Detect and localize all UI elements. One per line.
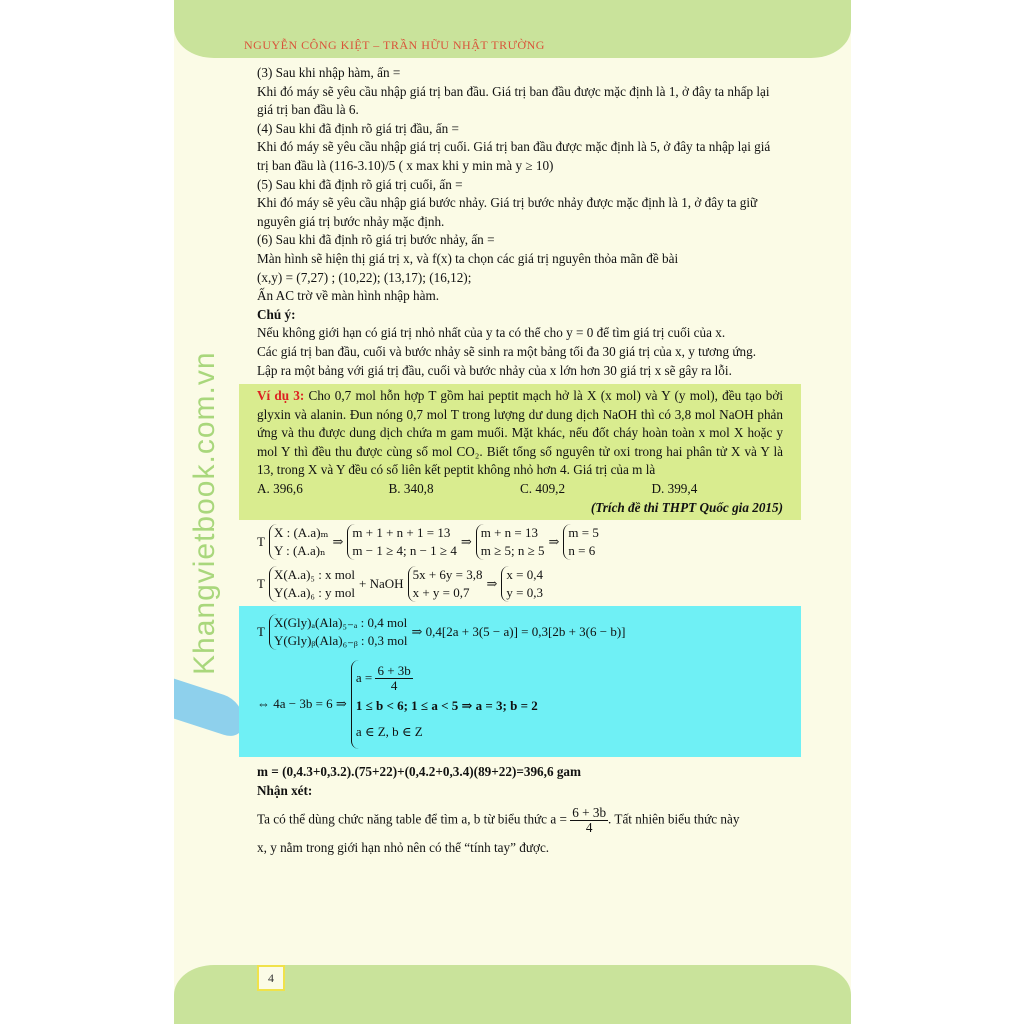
option-b: B. 340,8 — [388, 481, 434, 497]
step-line: Khi đó máy sẽ yêu cầu nhập giá trị ban đầu. Giá trị ban đầu được mặc định là 1, ở đây ta nhấp lại giá trị ban đầu là 6. — [257, 83, 770, 118]
naoh-term: + NaOH — [359, 575, 404, 591]
step-line: Màn hình sẽ hiện thị giá trị x, và f(x) ta chọn các giá trị nguyên thỏa mãn đề bài — [257, 250, 679, 266]
frac-den: 4 — [390, 678, 398, 694]
remark-line — [257, 806, 783, 835]
solution-step-2: T X(A.a)₅ : x mol Y(A.a)₆ : y mol + NaOH 5x + 6y = 3,8 x + y = 0,7 ⇒ x = 0,4 y = 0,3 — [257, 567, 543, 601]
fraction — [375, 664, 412, 693]
eq-line: X(A.a)₅ : x mol — [273, 567, 356, 583]
eq-line: X : (A.a)ₘ — [273, 525, 329, 541]
example-text — [257, 387, 783, 480]
step-line: Ấn AC trờ về màn hình nhập hàm. — [257, 288, 440, 304]
example-question: Cho 0,7 mol hỗn hợp T gồm hai peptit mạch hở là X (x mol) và Y (y mol), đều tạo bởi glyxin và alanin. Đun nóng 0,7 mol T trong lượng dư dung dịch NaOH thì có 3,8 mol NaOH phản ứng và thu được dung dịch chứa m gam muối. Mặt khác, nếu đốt cháy hoàn toàn x mol X hoặc y mol Y thì đều thu được cùng số mol CO₂. Biết tổng số nguyên tử oxi trong hai phân tử X và Y là 13, trong X và Y đều có số liên kết peptit không nhỏ hơn 4. Giá trị của m là — [257, 388, 784, 478]
page-header: NGUYỄN CÔNG KIỆT – TRẦN HỮU NHẬT TRƯỜNG — [244, 38, 545, 52]
fraction — [570, 806, 608, 835]
step-line: (x,y) = (7,27) ; (10,22); (13,17); (16,12); — [257, 269, 472, 285]
eq-frac-line — [355, 663, 413, 694]
eq-line: X(Gly)ₐ(Ala)₅₋ₐ : 0,4 mol — [273, 615, 408, 631]
main-content — [257, 64, 783, 858]
step-line: Khi đó máy sẽ yêu cầu nhập giá trị cuối. Giá trị ban đầu được mặc định là 5, ở đây ta nhập lại giá trị ban đầu là (116-3.10)/5 ( x max khi y min mà y ≥ 10) — [257, 139, 771, 173]
eq-line: x = 0,4 — [506, 567, 543, 583]
step-line: Khi đó máy sẽ yêu cầu nhập giá bước nhảy. Giá trị bước nhảy được mặc định là 1, ở đây ta giữ nguyên giá trị bước nhảy mặc định. — [257, 195, 758, 229]
remark-title: Nhận xét: — [257, 782, 313, 798]
remark-line: x, y nằm trong giới hạn nhỏ nên có thể “tính tay” được. — [257, 840, 550, 856]
eq-line: 1 ≤ b < 6; 1 ≤ a < 5 ⇒ a = 3; b = 2 — [355, 698, 538, 714]
option-a: A. 396,6 — [257, 481, 303, 497]
eq-line: 5x + 6y = 3,8 — [412, 567, 483, 583]
option-c: C. 409,2 — [520, 481, 566, 497]
eq-line: a ∈ Z, b ∈ Z — [355, 724, 423, 740]
eq-line: Y(Gly)ᵦ(Ala)₆₋ᵦ : 0,3 mol — [273, 633, 408, 649]
remark-text: . Tất nhiên biểu thức này — [608, 811, 740, 827]
answer-options — [257, 480, 783, 499]
option-d: D. 399,4 — [651, 481, 698, 497]
blue-swoosh-decor — [174, 679, 244, 742]
highlight-box: T X(Gly)ₐ(Ala)₅₋ₐ : 0,4 mol Y(Gly)ᵦ(Ala)₆₋ᵦ : 0,3 mol ⇒ 0,4[2a + 3(5 − a)] = 0,3[2b + 3(6 − b)] ⇔ 4a − 3b = 6 ⇒ a = $\frac{6 + 3b}{4}$ 1 ≤ b < 6; 1 ≤ a < 5 ⇒ a = 3; b = 2 a ∈ Z, b ∈ Z — [239, 606, 801, 757]
m-result: m = (0,4.3+0,3.2).(75+22)+(0,4.2+0,3.4)(89+22)=396,6 gam — [257, 764, 582, 780]
exam-source: (Trích đề thi THPT Quốc gia 2015) — [590, 499, 783, 515]
example-box — [239, 384, 801, 520]
frac-num: 6 + 3b — [377, 663, 411, 679]
watermark-text: Khangvietbook.com.vn — [188, 351, 221, 675]
step-line: (4) Sau khi đã định rõ giá trị đầu, ấn = — [257, 120, 459, 136]
eq-line: y = 0,3 — [506, 585, 543, 601]
eq-line: Y : (A.a)ₙ — [273, 543, 326, 559]
eq-line: ⇒ 0,4[2a + 3(5 − a)] = 0,3[2b + 3(6 − b)] — [411, 623, 626, 639]
eq-line: m + 1 + n + 1 = 13 — [352, 525, 451, 541]
remark-text: a = — [550, 811, 567, 827]
eq-text: a = — [355, 669, 373, 685]
frac-num: 6 + 3b — [572, 805, 607, 821]
note-line: Nếu không giới hạn có giá trị nhỏ nhất của y ta có thể cho y = 0 để tìm giá trị cuối của x. — [257, 325, 726, 341]
note-line: Các giá trị ban đầu, cuối và bước nhảy sẽ sinh ra một bảng tối đa 30 giá trị của x, y tương ứng. — [257, 343, 757, 359]
example-label: Ví dụ 3: — [257, 388, 305, 404]
solution-step-1: T X : (A.a)ₘ Y : (A.a)ₙ ⇒ m + 1 + n + 1 = 13 m − 1 ≥ 4; n − 1 ≥ 4 ⇒ m + n = 13 m ≥ 5; n ≥ 5 ⇒ m = 5 n = 6 — [257, 525, 599, 559]
eq-line: x + y = 0,7 — [412, 585, 470, 601]
step-line: (5) Sau khi đã định rõ giá trị cuối, ấn = — [257, 176, 463, 192]
page-number: 4 — [257, 965, 285, 991]
eq-line: m = 5 — [568, 525, 599, 541]
step-line: (3) Sau khi nhập hàm, ấn = — [257, 65, 401, 80]
eq-line: m − 1 ≥ 4; n − 1 ≥ 4 — [352, 543, 457, 559]
note-title: Chú ý: — [257, 306, 296, 322]
eq-line: n = 6 — [568, 543, 596, 559]
eq-line: m ≥ 5; n ≥ 5 — [480, 543, 545, 559]
note-line: Lập ra một bảng với giá trị đầu, cuối và bước nhảy của x lớn hơn 30 giá trị x sẽ gây ra lỗi. — [257, 362, 732, 378]
frac-den: 4 — [585, 820, 593, 836]
book-page — [174, 0, 851, 1024]
eq-line: m + n = 13 — [480, 525, 538, 541]
remark-text: Ta có thể dùng chức năng table để tìm a, b từ biểu thức — [257, 811, 548, 827]
eq-line: Y(A.a)₆ : y mol — [273, 585, 356, 601]
eq-line: ⇔ 4a − 3b = 6 ⇒ — [257, 696, 347, 712]
step-line: (6) Sau khi đã định rõ giá trị bước nhảy, ấn = — [257, 232, 495, 248]
